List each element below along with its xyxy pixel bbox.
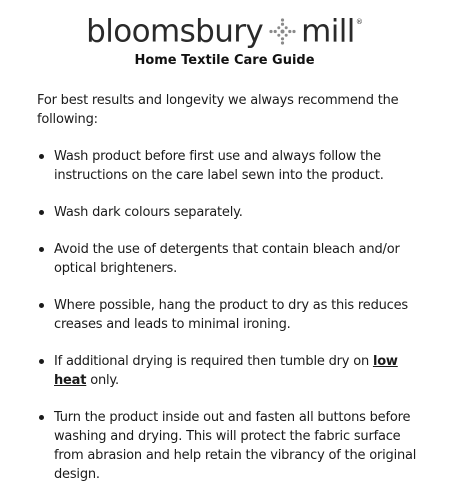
list-item-text: Turn the product inside out and fasten all buttons before washing and drying. This will protect the fabric surface from abrasion and help retain the vibrancy of the original design. — [54, 410, 417, 482]
list-item — [37, 352, 422, 390]
list-item-text: If additional drying is required then tumble dry on — [54, 354, 369, 369]
care-instructions-list — [37, 147, 422, 484]
bullet-icon — [39, 359, 44, 364]
list-item-text: Wash product before first use and always follow the instructions on the care label sewn into the product. — [54, 149, 384, 183]
list-item — [37, 147, 422, 185]
flower-mark-icon — [269, 18, 296, 45]
list-item — [37, 296, 422, 334]
intro-text: For best results and longevity we always recommend the following: — [37, 93, 399, 127]
bullet-icon — [39, 247, 44, 252]
registered-mark: ® — [355, 18, 363, 26]
brand-name-right: mill — [301, 13, 355, 50]
list-item-text-after: only. — [90, 373, 119, 388]
bullet-icon — [39, 415, 44, 420]
list-item-text: Avoid the use of detergents that contain bleach and/or optical brighteners. — [54, 242, 400, 276]
list-item-text: Wash dark colours separately. — [54, 205, 243, 220]
list-item — [37, 203, 422, 222]
list-item — [37, 240, 422, 278]
list-item-text: Where possible, hang the product to dry as this reduces creases and leads to minimal ironing. — [54, 298, 408, 332]
bullet-icon — [39, 154, 44, 159]
bullet-icon — [39, 303, 44, 308]
list-item — [37, 408, 422, 484]
brand-name-left: bloomsbury — [86, 13, 264, 50]
low-heat-emphasis: low heat — [54, 354, 398, 388]
page-title: Home Textile Care Guide — [134, 53, 315, 68]
care-guide-body — [37, 91, 422, 502]
brand-logo — [0, 2, 449, 50]
bullet-icon — [39, 210, 44, 215]
